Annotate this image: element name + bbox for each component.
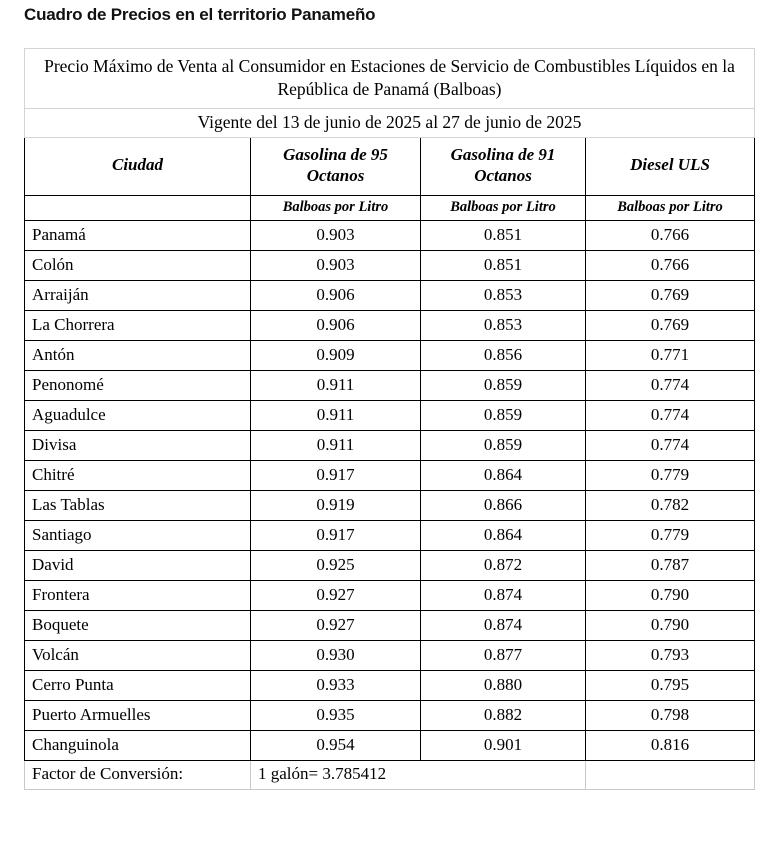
cell-gasolina-95: 0.903 — [251, 220, 421, 250]
cell-city: Panamá — [25, 220, 251, 250]
cell-diesel-uls: 0.790 — [586, 610, 755, 640]
cell-gasolina-91: 0.853 — [421, 310, 586, 340]
cell-city: Colón — [25, 250, 251, 280]
cell-city: David — [25, 550, 251, 580]
table-banner-title: Precio Máximo de Venta al Consumidor en Estaciones de Servicio de Combustibles Líquidos en la República de Panamá (Balboas) — [25, 49, 755, 109]
table-validity-text: Vigente del 13 de junio de 2025 al 27 de junio de 2025 — [25, 108, 755, 137]
table-row — [25, 280, 755, 310]
cell-city: Divisa — [25, 430, 251, 460]
cell-diesel-uls: 0.790 — [586, 580, 755, 610]
conversion-factor-value: 1 galón= 3.785412 — [251, 760, 586, 789]
cell-diesel-uls: 0.769 — [586, 310, 755, 340]
cell-gasolina-95: 0.927 — [251, 580, 421, 610]
cell-gasolina-95: 0.935 — [251, 700, 421, 730]
conversion-factor-row — [25, 760, 755, 789]
table-header-row — [25, 137, 755, 195]
cell-diesel-uls: 0.798 — [586, 700, 755, 730]
cell-diesel-uls: 0.779 — [586, 460, 755, 490]
cell-gasolina-91: 0.856 — [421, 340, 586, 370]
cell-diesel-uls: 0.771 — [586, 340, 755, 370]
cell-gasolina-95: 0.954 — [251, 730, 421, 760]
table-row — [25, 460, 755, 490]
cell-diesel-uls: 0.779 — [586, 520, 755, 550]
cell-gasolina-91: 0.872 — [421, 550, 586, 580]
table-row — [25, 370, 755, 400]
table-row — [25, 700, 755, 730]
cell-city: Boquete — [25, 610, 251, 640]
table-row — [25, 490, 755, 520]
cell-gasolina-95: 0.911 — [251, 430, 421, 460]
cell-gasolina-95: 0.933 — [251, 670, 421, 700]
table-validity-row — [25, 108, 755, 137]
price-table — [24, 48, 755, 790]
cell-diesel-uls: 0.769 — [586, 280, 755, 310]
table-row — [25, 550, 755, 580]
cell-gasolina-95: 0.911 — [251, 400, 421, 430]
cell-city: Cerro Punta — [25, 670, 251, 700]
conversion-factor-label: Factor de Conversión: — [25, 760, 251, 789]
cell-gasolina-91: 0.859 — [421, 400, 586, 430]
cell-city: Frontera — [25, 580, 251, 610]
table-row — [25, 640, 755, 670]
cell-gasolina-95: 0.925 — [251, 550, 421, 580]
cell-diesel-uls: 0.774 — [586, 370, 755, 400]
table-row — [25, 580, 755, 610]
cell-city: Penonomé — [25, 370, 251, 400]
cell-diesel-uls: 0.766 — [586, 250, 755, 280]
cell-gasolina-91: 0.874 — [421, 610, 586, 640]
cell-gasolina-91: 0.882 — [421, 700, 586, 730]
cell-gasolina-95: 0.906 — [251, 310, 421, 340]
cell-gasolina-91: 0.864 — [421, 520, 586, 550]
cell-gasolina-91: 0.864 — [421, 460, 586, 490]
cell-gasolina-91: 0.859 — [421, 370, 586, 400]
cell-diesel-uls: 0.782 — [586, 490, 755, 520]
table-row — [25, 400, 755, 430]
cell-gasolina-91: 0.901 — [421, 730, 586, 760]
cell-diesel-uls: 0.793 — [586, 640, 755, 670]
cell-gasolina-91: 0.880 — [421, 670, 586, 700]
cell-city: Arraiján — [25, 280, 251, 310]
column-header-city: Ciudad — [25, 137, 251, 195]
cell-gasolina-91: 0.851 — [421, 250, 586, 280]
cell-gasolina-91: 0.859 — [421, 430, 586, 460]
table-unit-row — [25, 195, 755, 220]
cell-gasolina-95: 0.927 — [251, 610, 421, 640]
table-row — [25, 670, 755, 700]
cell-gasolina-95: 0.917 — [251, 460, 421, 490]
cell-diesel-uls: 0.774 — [586, 430, 755, 460]
cell-city: Volcán — [25, 640, 251, 670]
cell-gasolina-95: 0.919 — [251, 490, 421, 520]
cell-city: Changuinola — [25, 730, 251, 760]
cell-city: Aguadulce — [25, 400, 251, 430]
price-table-body — [25, 49, 755, 790]
unit-cell-gasolina-91: Balboas por Litro — [421, 195, 586, 220]
table-row — [25, 250, 755, 280]
table-row — [25, 340, 755, 370]
table-row — [25, 310, 755, 340]
unit-cell-gasolina-95: Balboas por Litro — [251, 195, 421, 220]
unit-cell-city — [25, 195, 251, 220]
cell-gasolina-95: 0.909 — [251, 340, 421, 370]
cell-diesel-uls: 0.795 — [586, 670, 755, 700]
cell-diesel-uls: 0.816 — [586, 730, 755, 760]
column-header-gasolina-95: Gasolina de 95 Octanos — [251, 137, 421, 195]
unit-cell-diesel-uls: Balboas por Litro — [586, 195, 755, 220]
table-row — [25, 430, 755, 460]
cell-gasolina-91: 0.853 — [421, 280, 586, 310]
cell-city: Chitré — [25, 460, 251, 490]
cell-city: Antón — [25, 340, 251, 370]
conversion-factor-empty-cell — [586, 760, 755, 789]
cell-gasolina-91: 0.866 — [421, 490, 586, 520]
page-title: Cuadro de Precios en el territorio Panameño — [24, 5, 376, 24]
table-banner-row — [25, 49, 755, 109]
cell-gasolina-95: 0.917 — [251, 520, 421, 550]
table-row — [25, 730, 755, 760]
cell-gasolina-95: 0.906 — [251, 280, 421, 310]
column-header-diesel-uls: Diesel ULS — [586, 137, 755, 195]
table-row — [25, 520, 755, 550]
cell-gasolina-95: 0.903 — [251, 250, 421, 280]
table-row — [25, 220, 755, 250]
cell-gasolina-91: 0.877 — [421, 640, 586, 670]
cell-city: Las Tablas — [25, 490, 251, 520]
table-row — [25, 610, 755, 640]
cell-gasolina-95: 0.911 — [251, 370, 421, 400]
cell-city: Santiago — [25, 520, 251, 550]
cell-city: Puerto Armuelles — [25, 700, 251, 730]
cell-diesel-uls: 0.774 — [586, 400, 755, 430]
cell-diesel-uls: 0.766 — [586, 220, 755, 250]
cell-gasolina-91: 0.851 — [421, 220, 586, 250]
cell-gasolina-91: 0.874 — [421, 580, 586, 610]
cell-gasolina-95: 0.930 — [251, 640, 421, 670]
price-table-container — [24, 48, 754, 790]
column-header-gasolina-91: Gasolina de 91 Octanos — [421, 137, 586, 195]
cell-city: La Chorrera — [25, 310, 251, 340]
cell-diesel-uls: 0.787 — [586, 550, 755, 580]
